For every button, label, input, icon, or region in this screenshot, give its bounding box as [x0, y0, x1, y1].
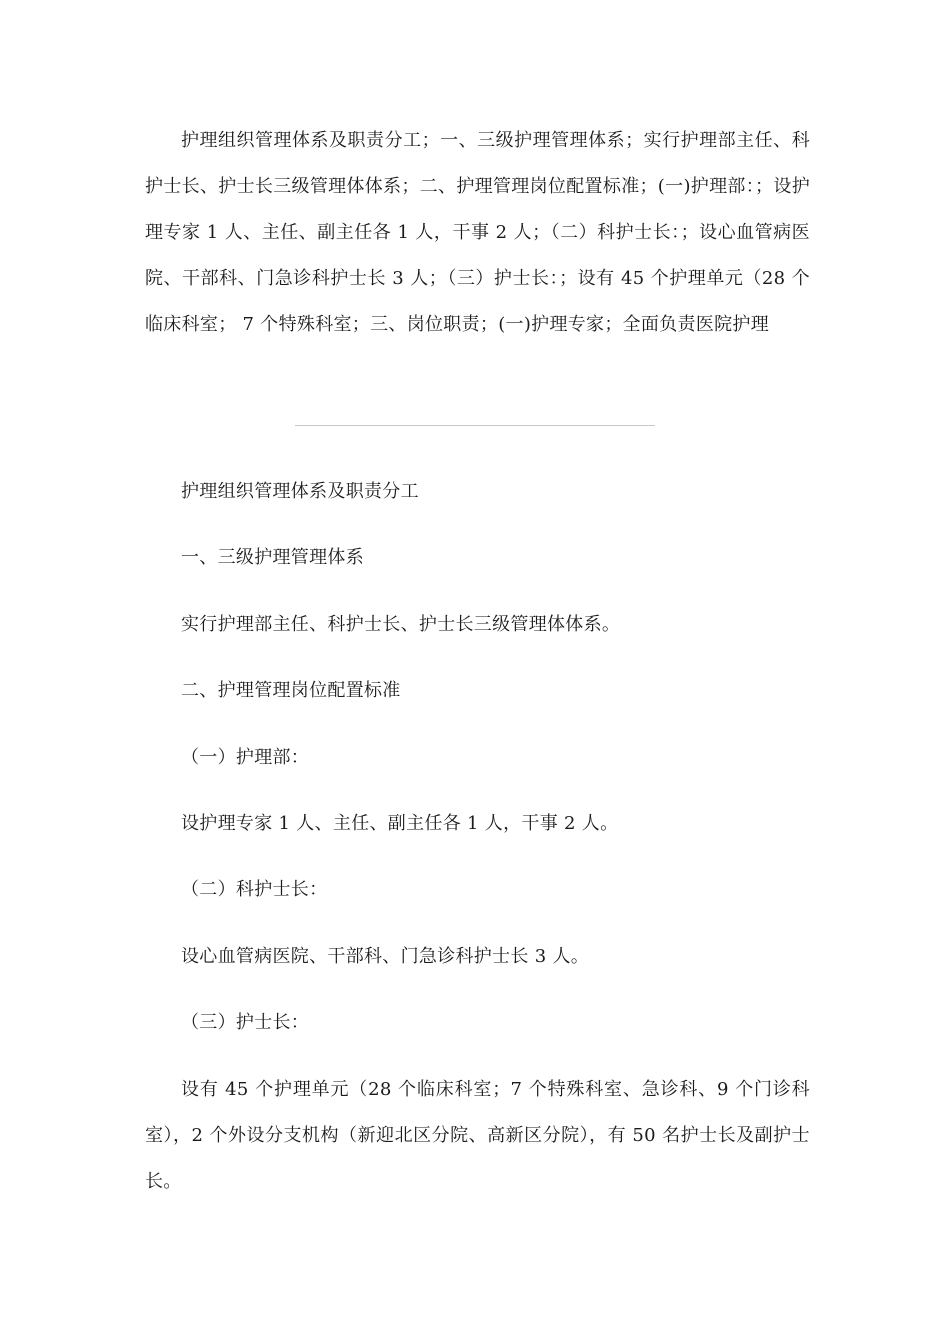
- sub2-heading: （二）科护士长：: [181, 879, 328, 900]
- sub3-text: 设有 45 个护理单元（28 个临床科室；7 个特殊科室、急诊科、9 个门诊科室），2 个外设分支机构（新迎北区分院、高新区分院），有 50 名护士长及副护士长。: [145, 1079, 810, 1192]
- sub1-text: 设护理专家 1 人、主任、副主任各 1 人，干事 2 人。: [181, 813, 619, 834]
- sub1-heading: （一）护理部：: [181, 747, 310, 768]
- section1-text: 实行护理部主任、科护士长、护士长三级管理体体系。: [181, 614, 621, 635]
- sub2-text: 设心血管病医院、干部科、门急诊科护士长 3 人。: [181, 946, 590, 967]
- section-divider: [295, 425, 655, 426]
- section2-heading: 二、护理管理岗位配置标准: [181, 680, 401, 701]
- section1-heading: 一、三级护理管理体系: [181, 547, 364, 568]
- sub3-heading: （三）护士长：: [181, 1012, 310, 1033]
- summary-paragraph: 护理组织管理体系及职责分工；一、三级护理管理体系；实行护理部主任、科护士长、护士长三级管理体体系；二、护理管理岗位配置标准；(一)护理部：；设护理专家 1 人、主任、副主任各 1 人，干事 2 人；（二）科护士长：；设心血管病医院、干部科、门急诊科护士长 3 人；（三）护士长：；设有 45 个护理单元（28 个临床科室； 7 个特殊科室；三、岗位职责；(一)护理专家；全面负责医院护理: [145, 130, 810, 335]
- document-title: 护理组织管理体系及职责分工: [181, 481, 419, 502]
